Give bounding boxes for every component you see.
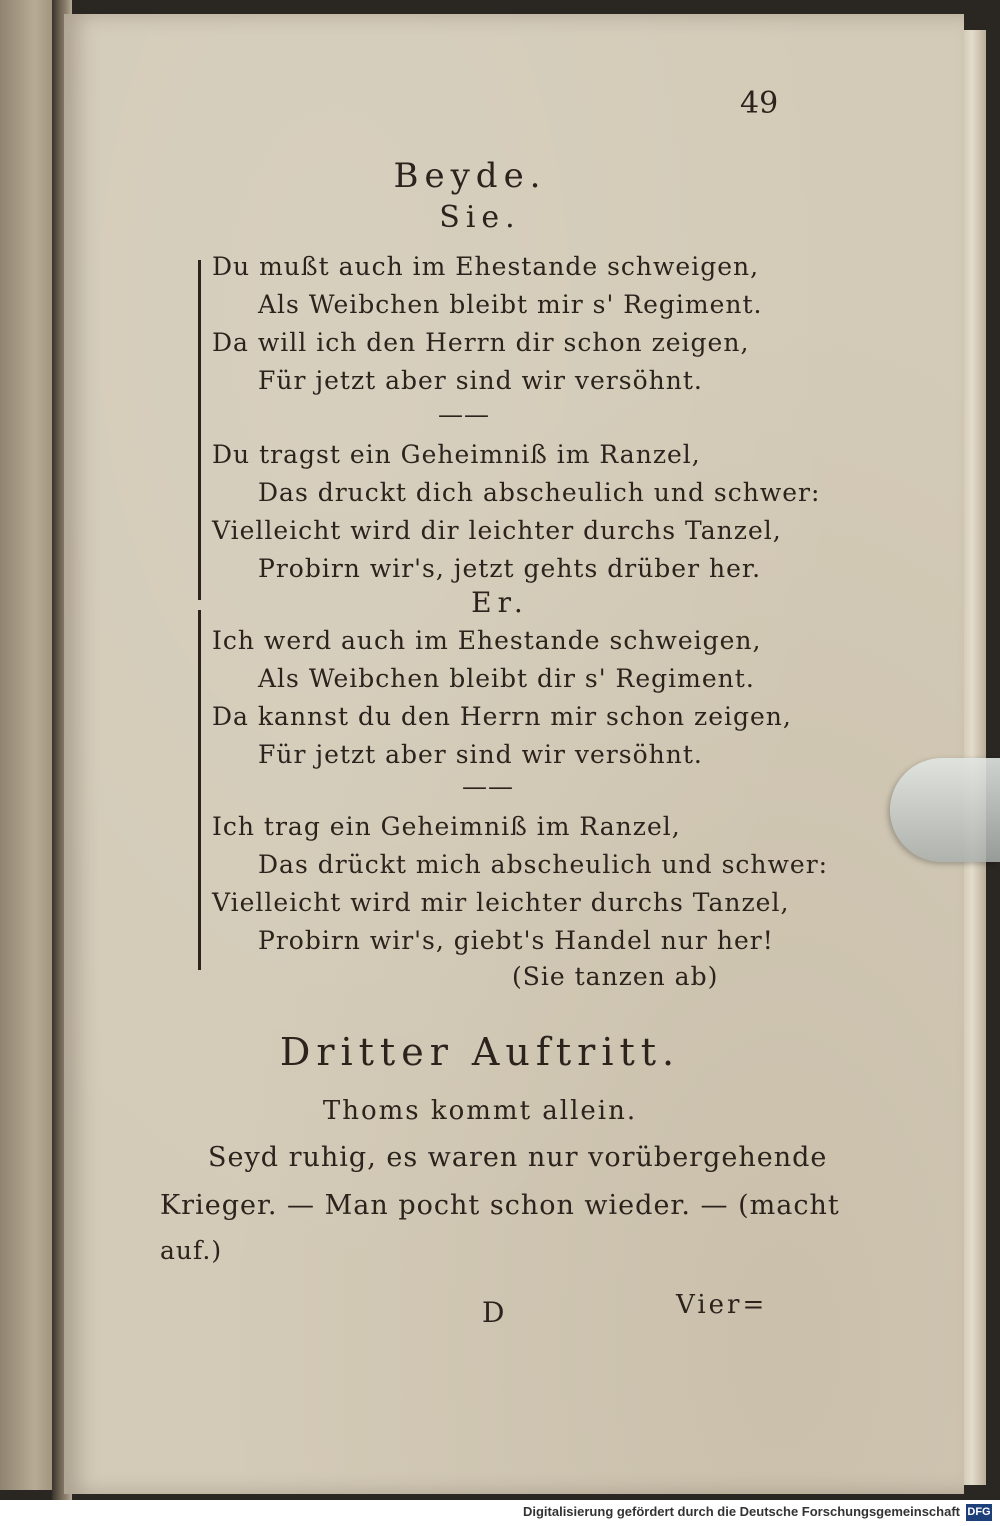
stanza-2-line-4: Probirn wir's, jetzt gehts drüber her. — [258, 554, 762, 583]
stanza-1-line-4: Für jetzt aber sind wir versöhnt. — [258, 366, 703, 395]
section-heading: Beyde. — [393, 156, 547, 196]
stanza-2-line-3: Vielleicht wird dir leichter durchs Tanzel, — [212, 516, 782, 545]
funding-credit: Digitalisierung gefördert durch die Deutsche Forschungsgemeinschaft — [522, 1504, 960, 1519]
stanza-4-line-1: Ich trag ein Geheimniß im Ranzel, — [212, 812, 681, 841]
stanza-1-line-2: Als Weibchen bleibt mir s' Regiment. — [258, 290, 763, 319]
page-number: 49 — [740, 86, 779, 121]
scene-title: Dritter Auftritt. — [279, 1030, 681, 1074]
scene-subtitle: Thoms kommt allein. — [322, 1096, 638, 1126]
verse-brace-top — [198, 260, 201, 600]
stanza-3-line-1: Ich werd auch im Ehestande schweigen, — [212, 626, 762, 655]
stanza-4-line-3: Vielleicht wird mir leichter durchs Tanzel, — [212, 888, 790, 917]
prose-line-2: Krieger. — Man pocht schon wieder. — (macht — [160, 1190, 840, 1221]
stanza-3-line-2: Als Weibchen bleibt dir s' Regiment. — [258, 664, 755, 693]
signature-mark: D — [482, 1296, 505, 1329]
footer-bar — [0, 1500, 1000, 1526]
page-clip — [890, 758, 1000, 862]
stanza-4-line-4: Probirn wir's, giebt's Handel nur her! — [258, 926, 774, 955]
stanza-1-line-1: Du mußt auch im Ehestande schweigen, — [212, 252, 760, 281]
catchword: Vier= — [676, 1290, 768, 1320]
stage-direction: (Sie tanzen ab) — [512, 962, 719, 991]
prose-line-3: auf.) — [160, 1236, 223, 1265]
stanza-3-line-4: Für jetzt aber sind wir versöhnt. — [258, 740, 703, 769]
dfg-logo: DFG — [966, 1504, 992, 1521]
prose-line-1: Seyd ruhig, es waren nur vorübergehende — [208, 1142, 828, 1173]
stanza-2-line-2: Das druckt dich abscheulich und schwer: — [258, 478, 821, 507]
divider-1: —— — [438, 400, 490, 429]
stanza-4-line-2: Das drückt mich abscheulich und schwer: — [258, 850, 829, 879]
speaker-her: Sie. — [439, 200, 521, 235]
stanza-1-line-3: Da will ich den Herrn dir schon zeigen, — [212, 328, 750, 357]
speaker-him: Er. — [471, 586, 529, 619]
divider-2: —— — [462, 772, 514, 801]
stanza-3-line-3: Da kannst du den Herrn mir schon zeigen, — [212, 702, 792, 731]
stanza-2-line-1: Du tragst ein Geheimniß im Ranzel, — [212, 440, 701, 469]
verse-brace-bottom — [198, 610, 201, 970]
